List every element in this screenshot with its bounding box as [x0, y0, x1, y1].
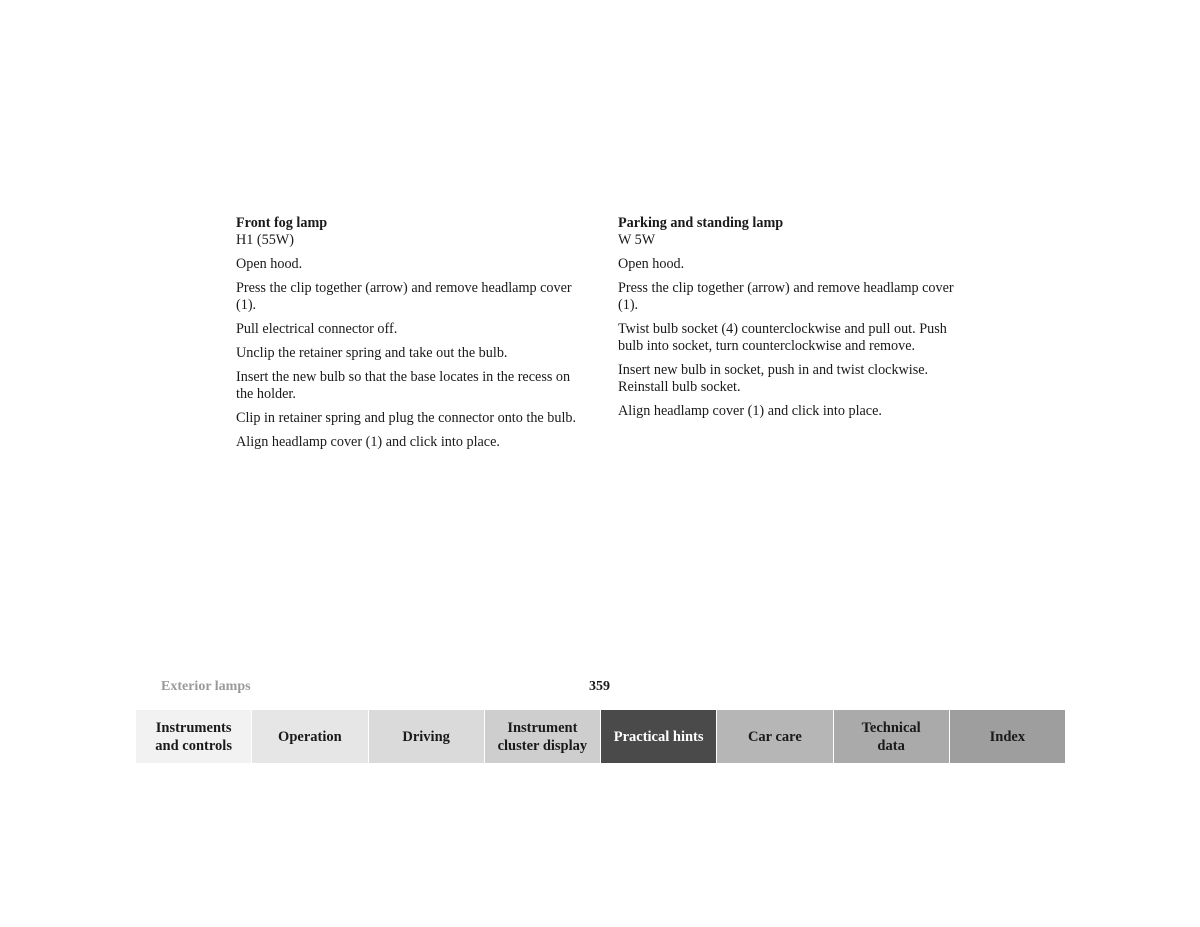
running-header-section: Exterior lamps	[161, 679, 251, 694]
nav-tab-instrument-cluster-display[interactable]: Instrument cluster display	[485, 710, 601, 763]
nav-tab-driving[interactable]: Driving	[369, 710, 485, 763]
instruction-step: Press the clip together (arrow) and remove headlamp cover (1).	[236, 280, 572, 313]
instruction-step: Align headlamp cover (1) and click into place.	[618, 403, 882, 419]
parking-lamp-section	[618, 215, 968, 427]
instruction-step: Align headlamp cover (1) and click into place.	[236, 434, 500, 450]
bulb-spec: H1 (55W)	[236, 232, 294, 248]
instruction-step: Insert the new bulb so that the base locates in the recess on the holder.	[236, 369, 571, 402]
instruction-step: Open hood.	[618, 256, 685, 272]
nav-tab-index[interactable]: Index	[950, 710, 1065, 763]
instruction-step: Pull electrical connector off.	[236, 321, 398, 337]
instruction-step: Insert new bulb in socket, push in and twist clockwise. Reinstall bulb socket.	[618, 362, 929, 395]
chapter-nav-bar	[136, 710, 1065, 763]
nav-tab-practical-hints[interactable]: Practical hints	[601, 710, 717, 763]
instruction-step: Twist bulb socket (4) counterclockwise and pull out. Push bulb into socket, turn counterclockwise and remove.	[618, 321, 947, 354]
instruction-step: Press the clip together (arrow) and remove headlamp cover (1).	[618, 280, 954, 313]
instruction-step: Open hood.	[236, 256, 303, 272]
nav-tab-car-care[interactable]: Car care	[717, 710, 833, 763]
nav-tab-instruments-and-controls[interactable]: Instruments and controls	[136, 710, 252, 763]
nav-tab-operation[interactable]: Operation	[252, 710, 368, 763]
page-number: 359	[589, 679, 610, 694]
instruction-step: Clip in retainer spring and plug the connector onto the bulb.	[236, 410, 577, 426]
instruction-step: Unclip the retainer spring and take out the bulb.	[236, 345, 508, 361]
nav-tab-technical-data[interactable]: Technical data	[834, 710, 950, 763]
section-title: Front fog lamp	[236, 215, 328, 231]
bulb-spec: W 5W	[618, 232, 656, 248]
fog-lamp-section	[236, 215, 588, 458]
section-title: Parking and standing lamp	[618, 215, 784, 231]
